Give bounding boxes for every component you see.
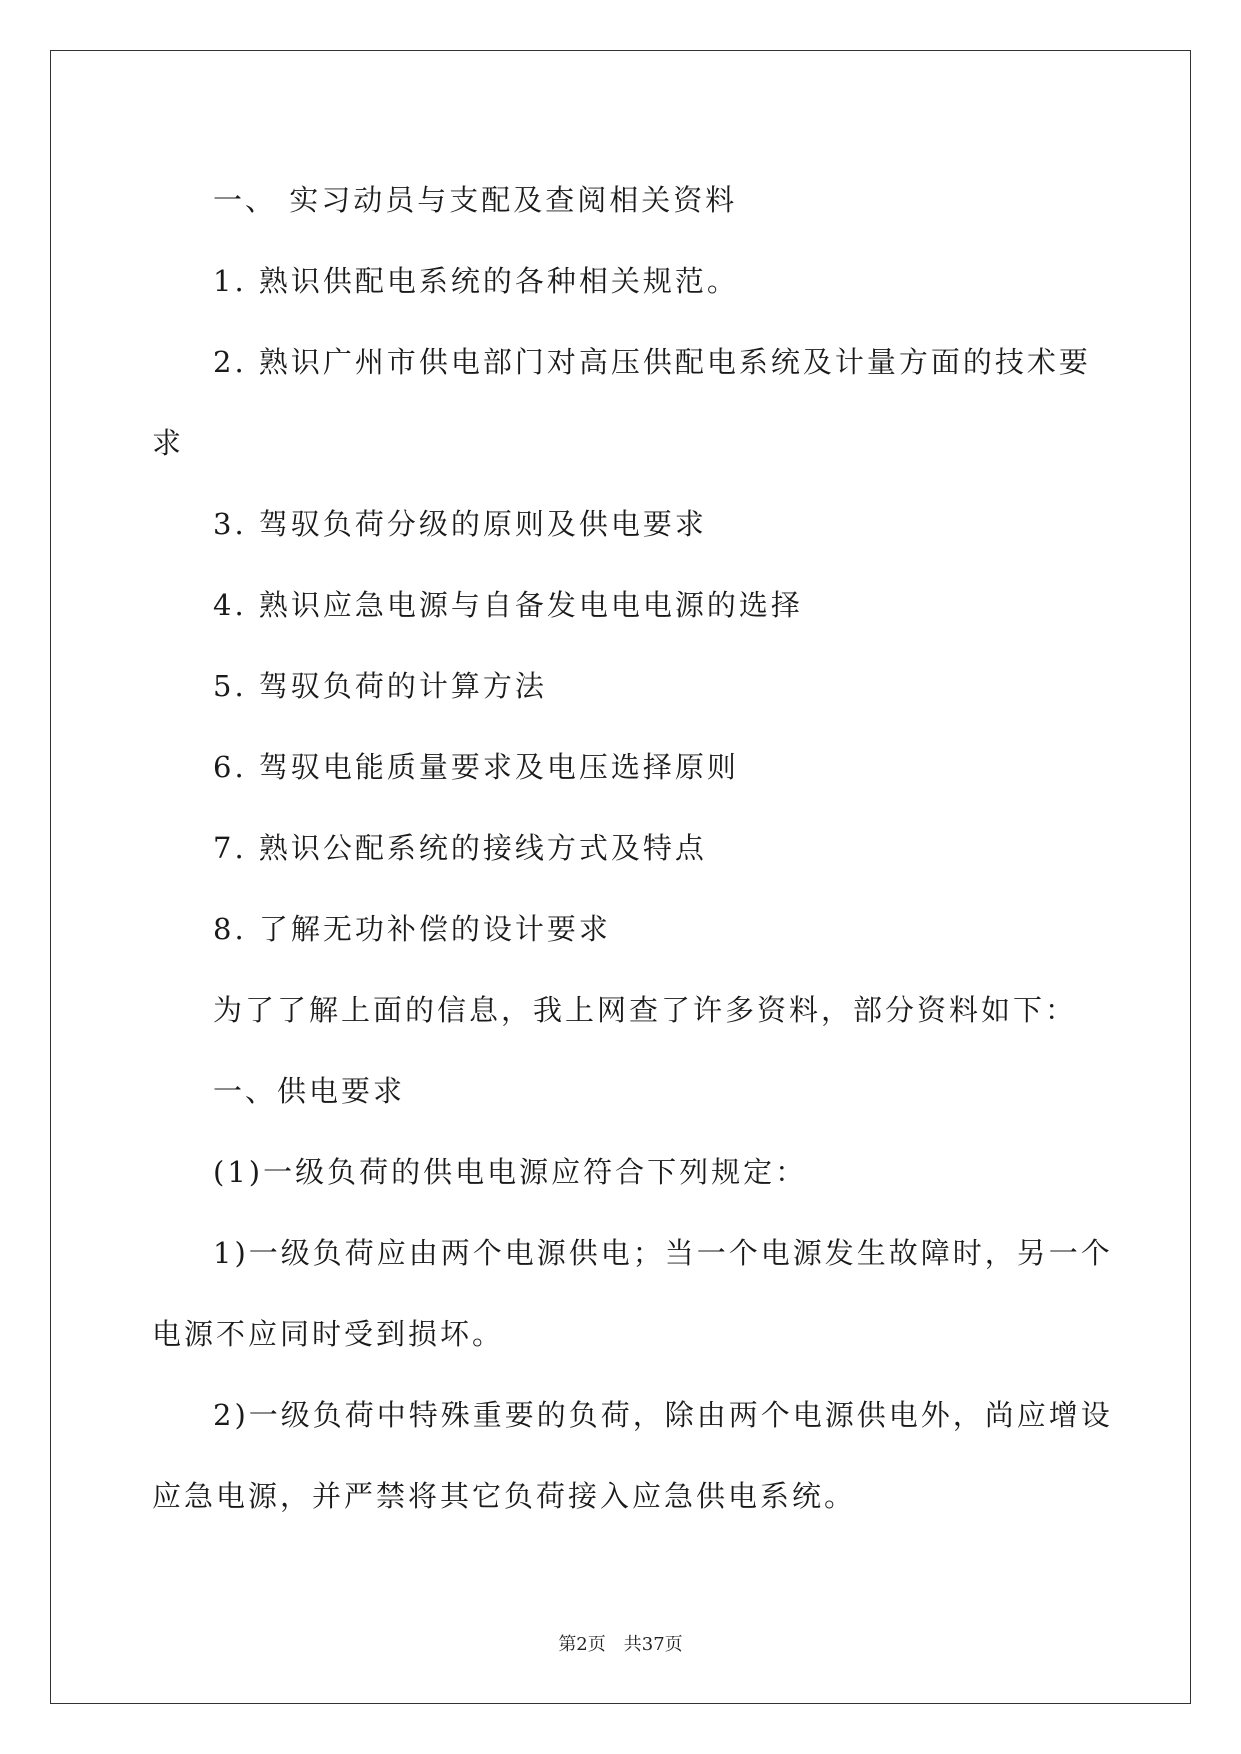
paragraph: (1)一级负荷的供电电源应符合下列规定：: [213, 1155, 808, 1189]
page-number: 第2页 共37页: [558, 1634, 683, 1655]
list-item: 6. 驾驭电能质量要求及电压选择原则: [213, 750, 739, 784]
list-item: 7. 熟识公配系统的接线方式及特点: [213, 831, 707, 865]
section-heading: 一、供电要求: [213, 1074, 406, 1108]
paragraph-continuation: 电源不应同时受到损坏。: [152, 1317, 505, 1351]
list-item-continuation: 求: [152, 426, 185, 460]
list-item: 3. 驾驭负荷分级的原则及供电要求: [213, 507, 707, 541]
paragraph: 2)一级负荷中特殊重要的负荷，除由两个电源供电外，尚应增设: [213, 1398, 1113, 1432]
list-item: 2. 熟识广州市供电部门对高压供配电系统及计量方面的技术要: [213, 345, 1091, 379]
paragraph: 1)一级负荷应由两个电源供电；当一个电源发生故障时，另一个: [213, 1236, 1113, 1270]
list-item: 5. 驾驭负荷的计算方法: [213, 669, 547, 703]
paragraph-continuation: 应急电源，并严禁将其它负荷接入应急供电系统。: [152, 1479, 857, 1513]
list-item: 8. 了解无功补偿的设计要求: [213, 912, 611, 946]
section-heading: 一、 实习动员与支配及查阅相关资料: [213, 183, 738, 217]
list-item: 4. 熟识应急电源与自备发电电电源的选择: [213, 588, 803, 622]
paragraph: 为了了解上面的信息，我上网查了许多资料，部分资料如下：: [213, 993, 1078, 1027]
list-item: 1. 熟识供配电系统的各种相关规范。: [213, 264, 739, 298]
document-body: [152, 160, 1113, 1537]
